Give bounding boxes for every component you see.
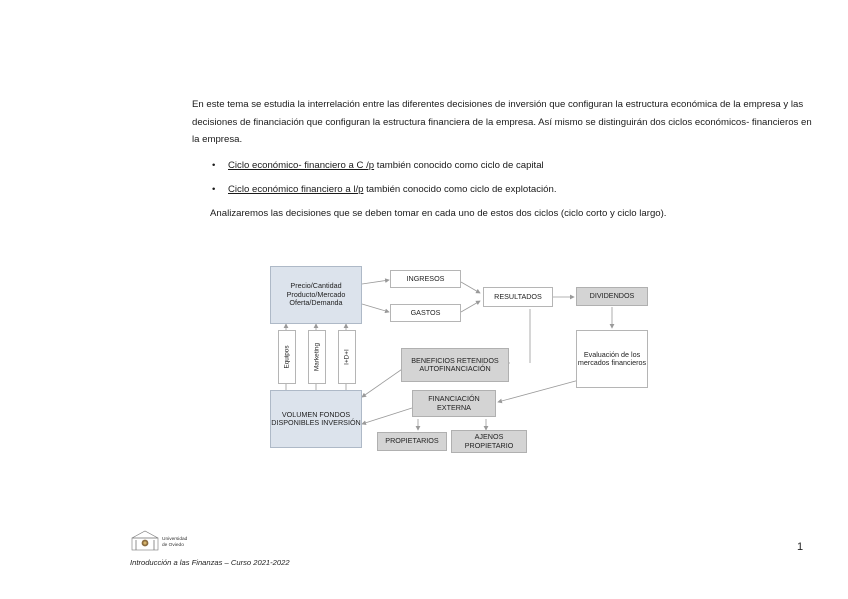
university-name: Universidad de Oviedo bbox=[162, 537, 188, 548]
financiacion-externa-box: FINANCIACIÓN EXTERNA bbox=[412, 390, 496, 417]
volumen-fondos-box: VOLUMEN FONDOS DISPONIBLES INVERSIÓN bbox=[270, 390, 362, 448]
long-cycle-link[interactable]: Ciclo económico financiero a l/p bbox=[228, 184, 364, 195]
marketing-box bbox=[308, 330, 326, 384]
imd-box bbox=[338, 330, 356, 384]
footer-course-title: Introducción a las Finanzas – Curso 2021-2022 bbox=[130, 558, 290, 567]
bullet-dot-icon: • bbox=[212, 160, 216, 171]
propietarios-box: PROPIETARIOS bbox=[377, 432, 447, 451]
dividendos-box: DIVIDENDOS bbox=[576, 287, 648, 306]
long-cycle-text: también conocido como ciclo de explotación. bbox=[363, 184, 557, 195]
short-cycle-link[interactable]: Ciclo económico- financiero a C /p bbox=[228, 160, 375, 171]
page-number: 1 bbox=[797, 541, 804, 553]
price-quantity-box: Precio/Cantidad Producto/Mercado Oferta/Demanda bbox=[270, 266, 362, 324]
equipos-box bbox=[278, 330, 296, 384]
closing-paragraph: Analizaremos las decisiones que se deben tomar en cada uno de estos dos ciclos (ciclo corto y ciclo largo). bbox=[210, 208, 667, 219]
marketing-label: Marketing bbox=[313, 342, 321, 372]
resultados-box: RESULTADOS bbox=[483, 287, 553, 307]
bullet-dot-icon: • bbox=[212, 184, 216, 195]
ajenos-propietario-box: AJENOS PROPIETARIO bbox=[451, 430, 527, 453]
ingresos-box: INGRESOS bbox=[390, 270, 461, 288]
financial-cycle-diagram bbox=[268, 262, 658, 458]
short-cycle-text: también conocido como ciclo de capital bbox=[374, 160, 544, 171]
beneficios-retenidos-box: BENEFICIOS RETENIDOS AUTOFINANCIACIÓN bbox=[401, 348, 509, 382]
evaluacion-mercados-box: Evaluación de los mercados financieros bbox=[576, 330, 648, 388]
equipos-label: Equipos bbox=[283, 345, 291, 369]
imd-label: I+D+I bbox=[343, 349, 351, 365]
intro-paragraph: En este tema se estudia la interrelación entre las diferentes decisiones de inversión que configuran la estructura económica de la empresa y las decisiones de financiación que configuran la estructura financiera de la empresa. Así mismo se distinguirán dos ciclos económicos- financieros en la empresa. bbox=[192, 99, 812, 145]
gastos-box: GASTOS bbox=[390, 304, 461, 322]
